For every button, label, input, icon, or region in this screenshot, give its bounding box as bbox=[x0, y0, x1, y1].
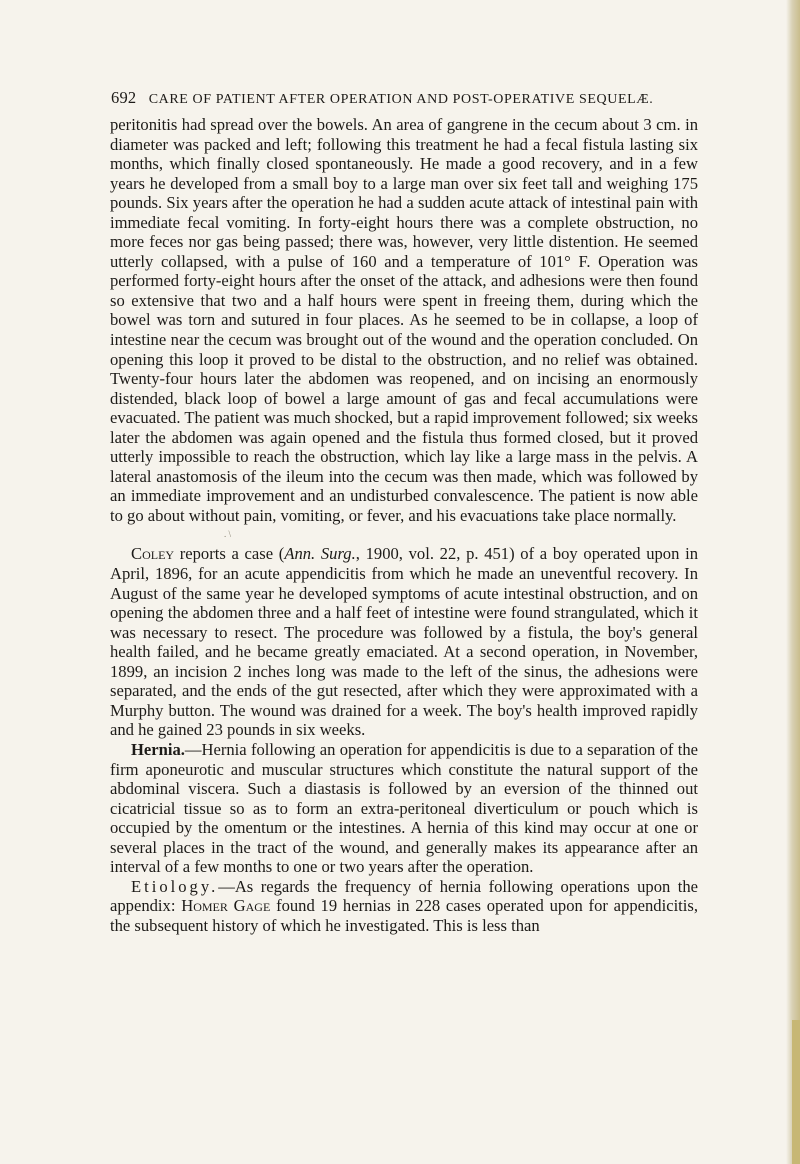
page-edge-shadow bbox=[786, 0, 800, 1164]
running-header bbox=[111, 88, 711, 108]
paragraph-coley-case bbox=[110, 544, 698, 739]
paragraph-coley-text-2: , 1900, vol. 22, p. 451) of a boy operated upon in April, 1896, for an acute appendicitis from which he made an uneventful recovery. In August of the same year he developed symptoms of acute intestinal obstruction, and on opening the abdomen three and a half feet of intestine were found strangulated, which it was necessary to resect. The procedure was followed by a fistula, the boy's general health failed, and he became greatly emaciated. At a second operation, in November, 1899, an incision 2 inches long was made to the left of the sinus, the adhesions were separated, and the ends of the gut resected, after which they were approximated with a Murphy button. The wound was drained for a week. The boy's health improved rapidly and he gained 23 pounds in six weeks. bbox=[110, 544, 698, 740]
stray-mark: . \ bbox=[224, 529, 232, 540]
running-title: CARE OF PATIENT AFTER OPERATION AND POST-OPERATIVE SEQUELÆ. bbox=[148, 92, 654, 107]
body-text bbox=[110, 115, 698, 935]
author-name-coley: Coley bbox=[131, 544, 175, 564]
paragraph-case-continuation: peritonitis had spread over the bowels. An area of gangrene in the cecum about 3 cm. in diameter was packed and left; following this treatment he had a fecal fistula lasting six months, which finally closed spontaneously. He made a good recovery, and in a few years he developed from a small boy to a large man over six feet tall and weighing 175 pounds. Six years after the operation he had a sudden acute attack of intestinal pain with immediate fecal vomiting. In forty-eight hours there was a complete obstruction, no more feces nor gas being passed; there was, however, very little distention. He seemed utterly collapsed, with a pulse of 160 and a temperature of 101° F. Operation was performed forty-eight hours after the onset of the attack, and adhesions were then found so extensive that two and a half hours were spent in freeing them, during which the bowel was torn and sutured in four places. As he seemed to be in collapse, a loop of intestine near the cecum was brought out of the wound and the operation concluded. On opening this loop it proved to be distal to the obstruction, and no relief was obtained. Twenty-four hours later the abdomen was reopened, and on incising an enormously distended, black loop of bowel a large amount of gas and fecal accumulations were evacuated. The patient was much shocked, but a rapid improvement followed; six weeks later the abdomen was again opened and the fistula thus formed closed, but it proved utterly impossible to reach the obstruction, which lay like a large mass in the pelvis. A lateral anastomosis of the ileum into the cecum was then made, which was followed by an immediate improvement and an undisturbed convalescence. The patient is now able to go about without pain, vomiting, or fever, and his evacuations take place normally. bbox=[110, 115, 698, 525]
paragraph-etiology bbox=[110, 877, 698, 936]
author-name-homer-gage: Homer Gage bbox=[181, 896, 271, 916]
section-heading-hernia: Hernia. bbox=[131, 739, 185, 759]
page-number: 692 bbox=[111, 88, 137, 107]
paragraph-hernia bbox=[110, 740, 698, 877]
paragraph-etiology-text-1: —As regards the frequency of hernia following operations upon the appendix: bbox=[110, 876, 698, 916]
page-edge-stain bbox=[792, 1020, 800, 1164]
subheading-etiology: Etiology. bbox=[131, 876, 219, 896]
paragraph-etiology-text-2: found 19 hernias in 228 cases operated upon for appendicitis, the subsequent history of which he investigated. This is less than bbox=[110, 896, 699, 935]
paragraph-hernia-text: —Hernia following an operation for appendicitis is due to a separation of the firm aponeurotic and muscular structures which constitute the natural support of the abdominal viscera. Such a diastasis is followed by an eversion of the thinned out cicatricial tissue so as to form an extra-peritoneal diverticulum or pouch which is occupied by the omentum or the intestines. A hernia of this kind may occur at one or several places in the tract of the wound, and generally makes its appearance after an interval of a few months to one or two years after the operation. bbox=[110, 739, 698, 877]
journal-citation: Ann. Surg. bbox=[284, 544, 356, 564]
paragraph-coley-text-1: reports a case ( bbox=[174, 544, 285, 564]
